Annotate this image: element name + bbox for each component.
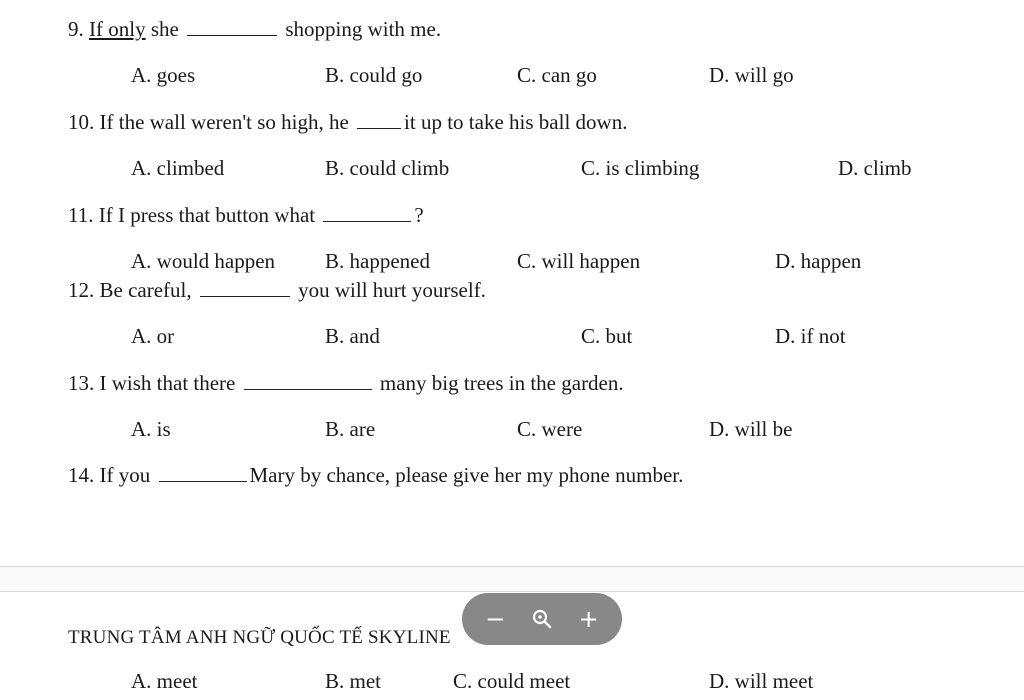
- zoom-out-button[interactable]: [476, 600, 514, 638]
- zoom-out-icon: −: [485, 605, 506, 633]
- answer-blank: [187, 35, 277, 36]
- question-number: 14.: [68, 463, 95, 487]
- question-12-option-c: C. but: [581, 324, 633, 348]
- question-10-stem: [68, 112, 627, 133]
- question-text: I wish that there: [99, 371, 236, 395]
- zoom-toolbar: [462, 593, 622, 645]
- question-12-stem: [68, 280, 486, 301]
- question-text: Be careful,: [99, 278, 192, 302]
- zoom-reset-button[interactable]: [523, 600, 561, 638]
- question-12-option-a: A. or: [131, 324, 175, 348]
- question-9-option-c: C. can go: [517, 63, 597, 87]
- question-text: it up to take his ball down.: [404, 110, 628, 134]
- question-number: 11.: [68, 203, 94, 227]
- question-text: Mary by chance, please give her my phone number.: [249, 463, 684, 487]
- question-number: 13.: [68, 371, 95, 395]
- question-14-stem: [68, 465, 683, 486]
- question-11-option-d: D. happen: [775, 249, 862, 273]
- question-text: If you: [99, 463, 151, 487]
- question-number: 12.: [68, 278, 95, 302]
- question-14-option-a: A. meet: [131, 669, 198, 693]
- zoom-in-button[interactable]: [570, 600, 608, 638]
- answer-blank: [200, 296, 290, 297]
- question-11-option-a: A. would happen: [131, 249, 276, 273]
- center-name-header: TRUNG TÂM ANH NGỮ QUỐC TẾ SKYLINE: [68, 627, 451, 648]
- question-10-option-d: D. climb: [838, 156, 912, 180]
- page-gap: [0, 567, 1024, 591]
- question-text: you will hurt yourself.: [298, 278, 486, 302]
- question-14-option-d: D. will meet: [709, 669, 814, 693]
- question-number: 10.: [68, 110, 95, 134]
- question-text: ?: [414, 203, 424, 227]
- question-12-option-b: B. and: [325, 324, 380, 348]
- question-14-option-c: C. could meet: [453, 669, 571, 693]
- question-9-option-a: A. goes: [131, 63, 196, 87]
- question-10-option-a: A. climbed: [131, 156, 225, 180]
- question-number: 9.: [68, 17, 84, 41]
- zoom-in-icon: +: [578, 605, 599, 633]
- page-divider-bottom: [0, 591, 1024, 592]
- question-13-option-a: A. is: [131, 417, 171, 441]
- answer-blank: [357, 128, 401, 129]
- question-9-option-d: D. will go: [709, 63, 794, 87]
- question-9-option-b: B. could go: [325, 63, 423, 87]
- question-11-stem: [68, 205, 424, 226]
- question-12-option-d: D. if not: [775, 324, 846, 348]
- question-text-emphasis: If only: [89, 17, 146, 41]
- question-text: many big trees in the garden.: [379, 371, 624, 395]
- question-11-option-c: C. will happen: [517, 249, 641, 273]
- question-text: shopping with me.: [285, 17, 442, 41]
- question-10-option-c: C. is climbing: [581, 156, 700, 180]
- question-13-option-c: C. were: [517, 417, 583, 441]
- question-text: If I press that button what: [98, 203, 316, 227]
- question-13-stem: [68, 373, 624, 394]
- answer-blank: [159, 481, 247, 482]
- question-10-option-b: B. could climb: [325, 156, 450, 180]
- question-9-stem: [68, 19, 441, 40]
- question-13-option-d: D. will be: [709, 417, 793, 441]
- magnifier-icon: [531, 608, 553, 630]
- answer-blank: [244, 389, 372, 390]
- question-14-option-b: B. met: [325, 669, 381, 693]
- question-11-option-b: B. happened: [325, 249, 430, 273]
- question-text: If the wall weren't so high, he: [99, 110, 349, 134]
- question-text: she: [145, 17, 179, 41]
- answer-blank: [323, 221, 411, 222]
- question-13-option-b: B. are: [325, 417, 376, 441]
